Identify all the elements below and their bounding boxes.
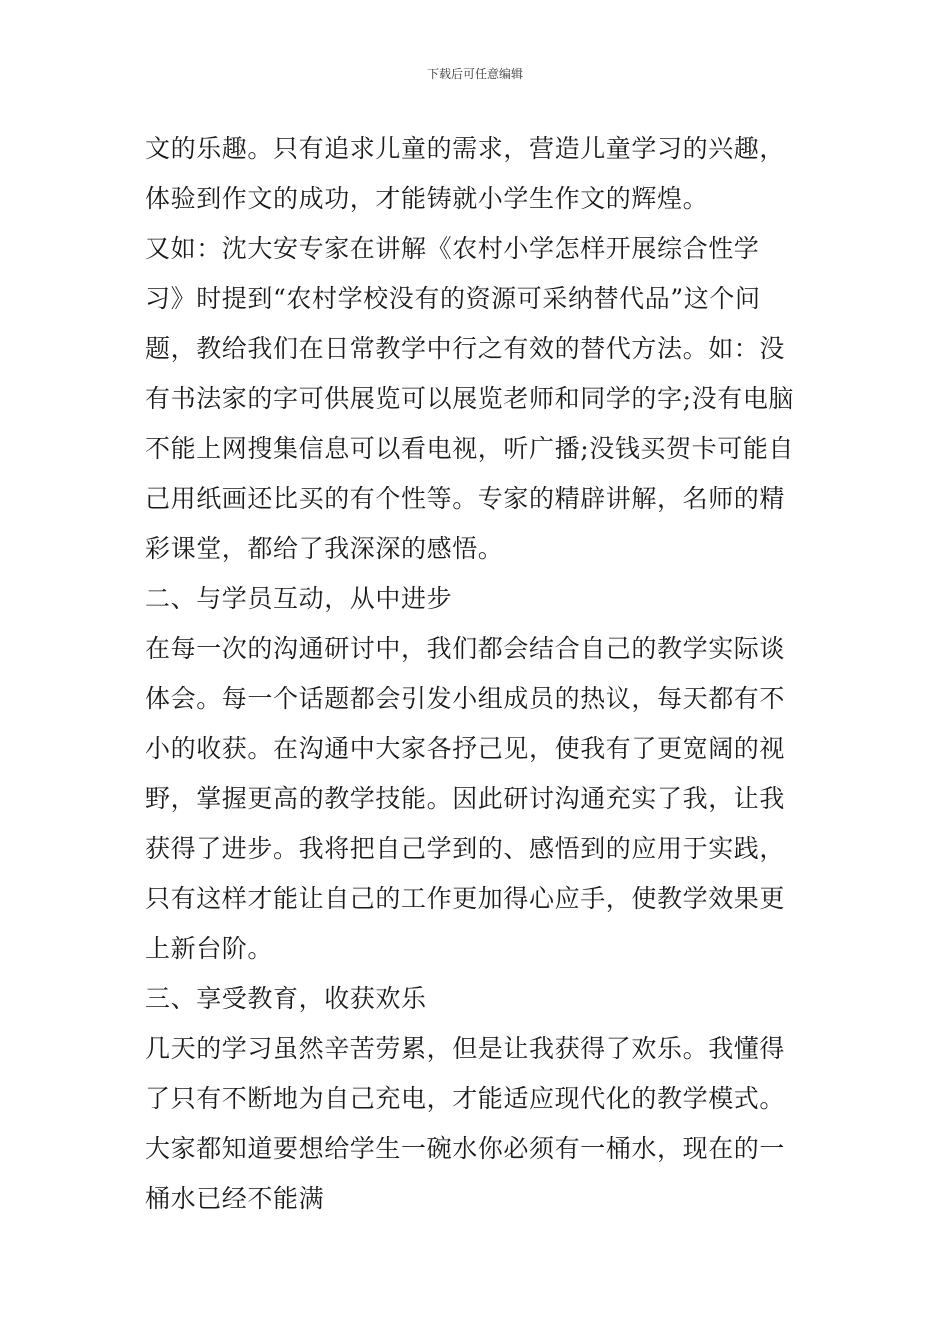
text-line: 习》时提到“农村学校没有的资源可采纳替代品”这个问 [145, 284, 761, 313]
text-line: 彩课堂，都给了我深深的感悟。 [145, 534, 504, 563]
text-line: 小的收获。在沟通中大家各抒己见，使我有了更宽阔的视 [145, 734, 786, 763]
text-line: 桶水已经不能满 [145, 1184, 325, 1213]
text-line: 获得了进步。我将把自己学到的、感悟到的应用于实践， [145, 834, 786, 863]
text-line: 题，教给我们在日常教学中行之有效的替代方法。如：没 [145, 334, 786, 363]
section-heading: 二、与学员互动，从中进步 [145, 584, 453, 613]
page-header: 下载后可任意编辑 [426, 67, 523, 81]
text-line: 了只有不断地为自己充电，才能适应现代化的教学模式。 [145, 1084, 786, 1113]
text-line: 在每一次的沟通研讨中，我们都会结合自己的教学实际谈 [145, 634, 786, 663]
text-line: 几天的学习虽然辛苦劳累，但是让我获得了欢乐。我懂得 [145, 1034, 786, 1063]
text-line: 只有这样才能让自己的工作更加得心应手，使教学效果更 [145, 884, 786, 913]
text-line: 野，掌握更高的教学技能。因此研讨沟通充实了我，让我 [145, 784, 786, 813]
text-line: 又如：沈大安专家在讲解《农村小学怎样开展综合性学 [145, 234, 760, 263]
text-line: 己用纸画还比买的有个性等。专家的精辟讲解，名师的精 [145, 484, 786, 513]
section-heading: 三、享受教育，收获欢乐 [145, 984, 427, 1013]
text-line: 体验到作文的成功，才能铸就小学生作文的辉煌。 [145, 184, 709, 213]
text-line: 不能上网搜集信息可以看电视，听广播;没钱买贺卡可能自 [145, 434, 795, 463]
text-line: 体会。每一个话题都会引发小组成员的热议，每天都有不 [145, 684, 786, 713]
text-line: 文的乐趣。只有追求儿童的需求，营造儿童学习的兴趣， [145, 134, 786, 163]
text-line: 有书法家的字可供展览可以展览老师和同学的字;没有电脑 [145, 384, 795, 413]
text-line: 大家都知道要想给学生一碗水你必须有一桶水，现在的一 [145, 1134, 786, 1163]
text-line: 上新台阶。 [145, 934, 274, 963]
document-body [145, 124, 810, 1224]
